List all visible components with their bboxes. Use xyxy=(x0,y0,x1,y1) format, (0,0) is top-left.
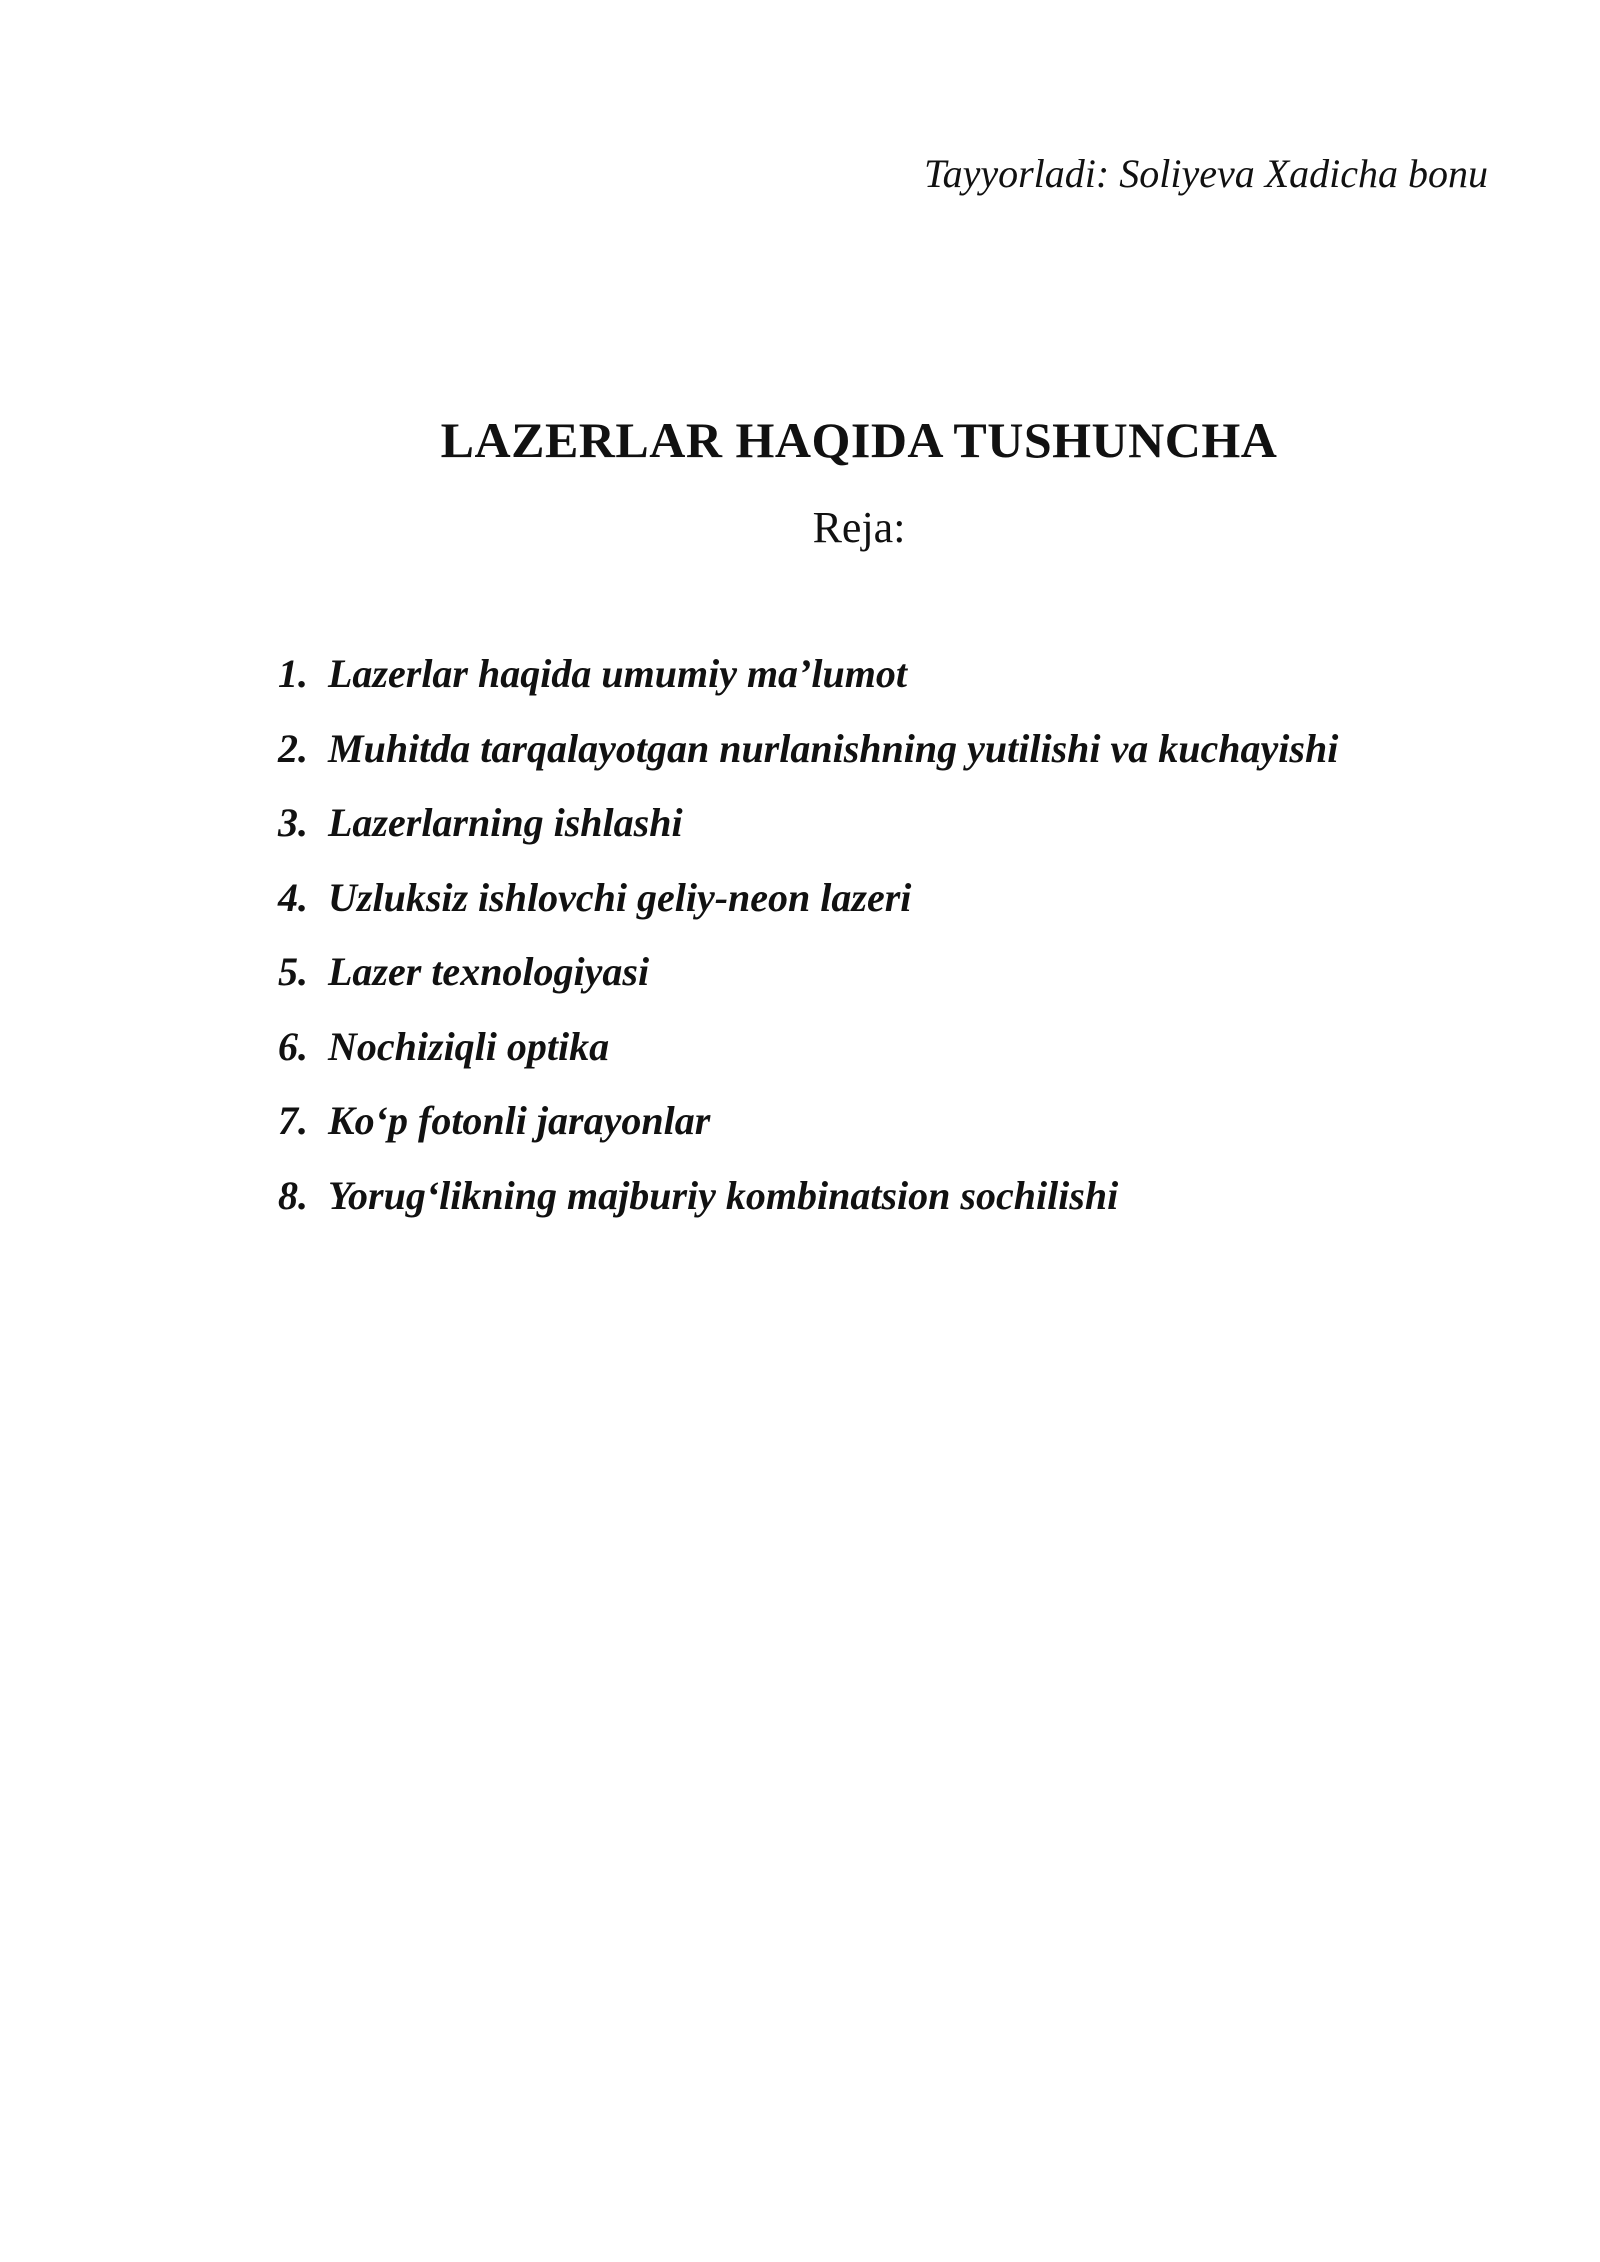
plan-item-number: 1. xyxy=(278,651,308,696)
plan-item xyxy=(278,948,1338,1023)
plan-item-text: Muhitda tarqalayotgan nurlanishning yutilishi va kuchayishi xyxy=(328,725,1339,771)
plan-item-number: 4. xyxy=(278,874,308,920)
plan-item-text: Lazerlarning ishlashi xyxy=(328,800,683,845)
plan-item-text: Ko‘p fotonli jarayonlar xyxy=(328,1098,711,1143)
author-line: Tayyorladi: Soliyeva Xadicha bonu xyxy=(924,151,1488,196)
plan-item-text: Lazerlar haqida umumiy ma’lumot xyxy=(328,651,907,696)
plan-item-number: 8. xyxy=(278,1172,308,1218)
plan-item-number: 5. xyxy=(278,949,308,994)
plan-item-number: 7. xyxy=(278,1098,308,1143)
page-title: LAZERLAR HAQIDA TUSHUNCHA xyxy=(440,412,1278,468)
plan-item-text: Yorug‘likning majburiy kombinatsion sochilishi xyxy=(328,1172,1119,1218)
plan-item-text: Uzluksiz ishlovchi geliy-neon lazeri xyxy=(328,874,912,920)
plan-item xyxy=(278,874,1338,949)
plan-item xyxy=(278,1097,1338,1172)
plan-heading: Reja: xyxy=(812,503,906,552)
plan-item xyxy=(278,1172,1338,1247)
plan-item-number: 2. xyxy=(278,725,308,771)
plan-item-number: 6. xyxy=(278,1023,308,1069)
plan-item xyxy=(278,725,1338,800)
plan-item-text: Lazer texnologiyasi xyxy=(328,949,650,994)
plan-list xyxy=(278,650,1338,1246)
plan-item xyxy=(278,1023,1338,1098)
plan-item xyxy=(278,650,1338,725)
plan-item xyxy=(278,799,1338,874)
plan-item-text: Nochiziqli optika xyxy=(328,1023,610,1069)
plan-item-number: 3. xyxy=(278,800,308,845)
